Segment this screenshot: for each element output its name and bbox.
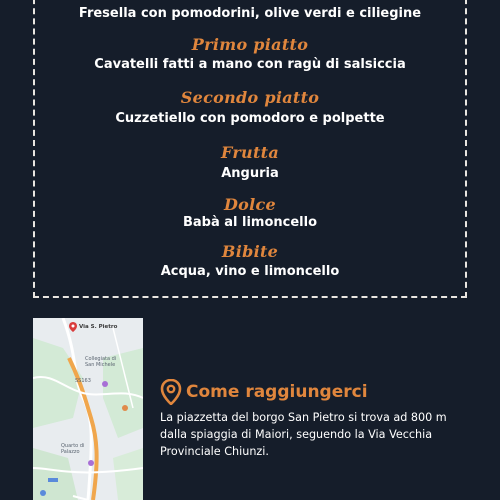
antipasto-dish: Fresella con pomodorini, olive verdi e ciliegine [78,6,422,21]
primo-heading: Primo piatto [191,35,309,54]
location-pin-icon [160,379,182,405]
dolce-heading: Dolce [223,195,277,214]
map-graphic [33,318,143,500]
directions-header [160,379,368,405]
map-label-church: Collegiata di San Michele [85,356,117,368]
bibite-heading: Bibite [221,242,279,261]
frutta-dish: Anguria [221,166,279,181]
bibite-dish: Acqua, vino e limoncello [160,264,340,279]
frutta-heading: Frutta [220,143,280,162]
primo-dish: Cavatelli fatti a mano con ragù di salsiccia [94,57,406,72]
secondo-heading: Secondo piatto [180,88,320,107]
map-place-name: Via S. Pietro [79,324,118,330]
directions-text: La piazzetta del borgo San Pietro si trova ad 800 m dalla spiaggia di Maiori, seguendo la Via Vecchia Provinciale Chiunzi. [160,411,447,458]
dolce-dish: Babà al limoncello [182,215,318,230]
directions-title: Come raggiungerci [186,382,368,402]
secondo-dish: Cuzzetiello con pomodoro e polpette [115,111,385,126]
location-map[interactable] [33,318,143,500]
map-pin-icon [69,322,77,332]
map-label-villa: Quarto di Palazzo [61,443,85,455]
map-label-road: SS163 [75,378,91,384]
